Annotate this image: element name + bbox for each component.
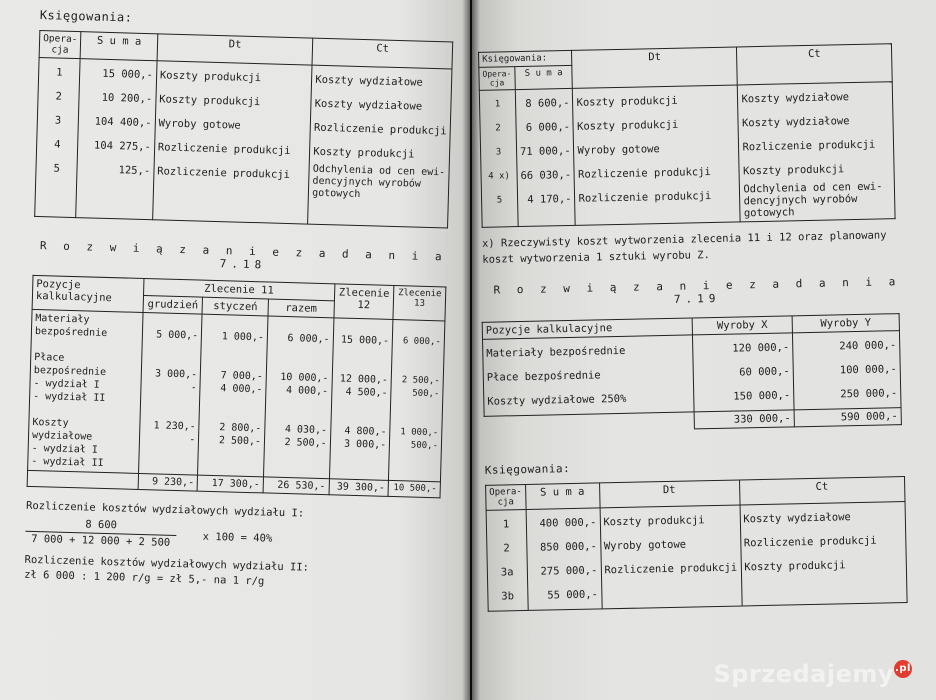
header-zlecenie-11: Zlecenie 11: [143, 279, 334, 301]
header-zlecenie-13: Zlecenie 13: [393, 285, 446, 320]
total-cell: 39 300,-: [329, 479, 389, 497]
book-gutter-shadow: [462, 0, 480, 700]
header-operacja: Opera- cja: [486, 484, 526, 510]
section-title-7-19: R o z w i ą z a n i e z a d a n i a 7.19: [493, 275, 901, 306]
watermark-suffix: .pl: [894, 660, 912, 678]
footnote: x) Rzeczywisty koszt wytworzenia zlecenia 11 i 12 oraz planowany koszt wytworzenia 1 sztuki wyrobu Z.: [481, 229, 887, 266]
header-styczen: styczeń: [202, 297, 268, 316]
op-cell: 5: [496, 195, 503, 206]
right-ksiegowania-heading-bottom: Księgowania:: [484, 462, 571, 477]
sum-cell: 71 000,-: [519, 144, 571, 159]
ct-cell: Koszty wydziałowe: [314, 97, 423, 113]
ct-cell: Rozliczenie produkcji: [742, 138, 876, 154]
formula-2-text: zł 6 000 : 1 200 r/g = zł 5,- na 1 r/g: [24, 568, 265, 588]
ct-cell: Rozliczenie produkcji: [743, 534, 877, 550]
header-zlecenie-12: Zlecenie 12: [334, 284, 394, 320]
ct-cell: [745, 576, 904, 603]
right-ksiegowania-table-top: [478, 43, 896, 228]
sum-cell: 104 400,-: [94, 115, 152, 130]
zlecenie-12-cell: 15 000,- 12 000,- 4 500,- 4 800,- 3 000,-: [329, 318, 393, 481]
watermark-text: Sprzedajemy: [713, 660, 894, 688]
dt-cell: Koszty produkcji: [576, 94, 678, 109]
header-ct: Ct: [737, 44, 892, 85]
ct-cell: Koszty wydziałowe: [741, 115, 850, 130]
formula-1-result: x 100 = 40%: [202, 530, 273, 545]
ct-cell: Koszty wydziałowe: [315, 73, 423, 89]
sum-cell: 66 030,-: [520, 168, 572, 183]
sum-cell: 15 000,-: [102, 67, 154, 82]
wyroby-y-cell: 250 000,-: [840, 387, 898, 401]
section-title-7-18: R o z w i ą z a n i e z a d a n i a 7.18: [39, 239, 447, 272]
wyroby-x-cell: 120 000,-: [732, 341, 790, 355]
formula-1-denominator: 7 000 + 12 000 + 2 500: [31, 532, 171, 549]
op-cell: 3b: [501, 590, 515, 603]
formula-2-title: Rozliczenie kosztów wydziałowych wydziału II:: [24, 553, 310, 574]
sum-cell: 10 200,-: [101, 91, 153, 106]
op-cell: 3: [54, 114, 62, 127]
total-cell: 26 530,-: [263, 477, 329, 495]
formula-1-fraction: [25, 516, 177, 551]
sum-cell: 55 000,-: [547, 588, 599, 602]
op-cell: 3a: [500, 566, 514, 579]
ct-cell: Koszty produkcji: [313, 145, 415, 161]
header-wyroby-x: Wyroby X: [692, 316, 792, 335]
op-cell: 1: [502, 518, 510, 531]
pozycje-cell: Materiały bezpośrednie Płace bezpośrednie - wydział I - wydział II Koszty wydziałowe - wydział I - wydział II: [28, 309, 143, 473]
watermark-logo: [713, 660, 912, 688]
right-ksiegowania-table-bottom: [485, 476, 908, 612]
sum-cell: 850 000,-: [539, 540, 598, 554]
total-cell: 10 500,-: [388, 480, 440, 497]
op-cell: 2: [495, 123, 501, 134]
dt-cell: Rozliczenie produkcji: [157, 165, 291, 182]
ct-cell: Odchylenia od cen ewi- dencyjnych wyrobów gotowych: [743, 180, 883, 220]
sum-cell: 125,-: [118, 164, 151, 178]
styczen-cell: 1 000,- 7 000,- 4 000,- 2 800,- 2 500,-: [198, 314, 268, 477]
dt-cell: Rozliczenie produkcji: [577, 166, 711, 181]
wyroby-y-total: 590 000,-: [794, 408, 901, 427]
sum-cell: 6 000,-: [525, 120, 571, 134]
pozycja-row: Płace bezpośrednie: [486, 369, 601, 384]
header-razem: razem: [268, 299, 334, 318]
header-suma: S u m a: [515, 65, 573, 89]
header-ct: Ct: [739, 477, 905, 505]
wyroby-x-total: 330 000,-: [694, 410, 794, 429]
dt-cell: Koszty produkcji: [576, 118, 679, 133]
op-cell: 3: [495, 147, 502, 158]
formula-1-numerator: 8 600: [25, 516, 176, 536]
header-dt: Dt: [572, 47, 738, 88]
dt-cell: Rozliczenie produkcji: [157, 141, 291, 158]
formula-1-title: Rozliczenie kosztów wydziałowych wydziału I:: [25, 499, 305, 520]
right-ksiegowania-heading-top: Księgowania:: [479, 50, 573, 67]
pozycja-row: Materiały bezpośrednie: [486, 344, 626, 360]
dt-cell: Rozliczenie produkcji: [578, 190, 712, 205]
total-cell: 17 300,-: [197, 475, 263, 493]
op-cell: 4 x): [488, 171, 511, 182]
header-operacja: Opera- cja: [39, 31, 81, 59]
op-cell: 1: [494, 99, 501, 110]
header-grudzien: grudzień: [143, 295, 203, 314]
header-suma: S u m a: [80, 32, 157, 61]
op-cell: 2: [503, 542, 510, 555]
header-suma: S u m a: [525, 483, 600, 510]
grudzien-cell: 5 000,- 3 000,- - 1 230,- -: [138, 312, 202, 475]
op-cell: 5: [53, 162, 61, 175]
ct-cell: Koszty produkcji: [742, 163, 845, 178]
ct-cell: Odchylenia od cen ewi- dencyjnych wyrobów gotowych: [312, 163, 446, 201]
ct-cell: Koszty wydziałowe: [743, 511, 851, 526]
wyroby-x-cell: 60 000,-: [739, 365, 790, 379]
op-cell: 2: [55, 90, 63, 103]
dt-cell: Wyroby gotowe: [577, 143, 660, 157]
dt-cell: Wyroby gotowe: [158, 117, 241, 132]
header-pozycje: Pozycje kalkulacyjne: [482, 318, 692, 339]
header-dt: Dt: [599, 480, 739, 508]
sum-cell: 8 600,-: [525, 96, 570, 110]
left-ksiegowania-heading: Księgowania:: [39, 8, 133, 25]
dt-cell: [605, 580, 738, 607]
wyroby-y-cell: 100 000,-: [839, 363, 897, 377]
sum-cell: 275 000,-: [540, 564, 598, 578]
sum-cell: 4 170,-: [527, 192, 572, 206]
dt-cell: Koszty produkcji: [603, 514, 705, 529]
razem-cell: 6 000,- 10 000,- 4 000,- 4 030,- 2 500,-: [264, 316, 334, 479]
wyroby-x-cell: 150 000,-: [733, 389, 791, 403]
ct-cell: Koszty wydziałowe: [741, 91, 850, 106]
dt-cell: Koszty produkcji: [159, 69, 262, 85]
header-dt: Dt: [157, 34, 313, 65]
op-cell: 1: [56, 66, 63, 79]
sum-cell: 104 275,-: [93, 139, 152, 154]
ct-cell: Rozliczenie produkcji: [313, 121, 447, 138]
zlecenie-13-cell: 6 000,- 2 500,- 500,- 1 000,- 500,-: [389, 319, 445, 481]
table-7-19: [482, 313, 902, 434]
op-cell: 4: [54, 138, 61, 151]
sum-cell: 400 000,-: [539, 516, 597, 530]
left-ksiegowania-table: [34, 30, 453, 228]
total-cell: 9 230,-: [138, 473, 198, 491]
ct-cell: Koszty produkcji: [744, 559, 846, 574]
table-7-18: [27, 275, 447, 498]
pozycja-row: Koszty wydziałowe 250%: [487, 392, 627, 408]
header-operacja: Opera- cja: [479, 67, 515, 91]
wyroby-y-cell: 240 000,-: [839, 339, 897, 353]
dt-cell: Rozliczenie produkcji: [604, 561, 738, 577]
header-pozycje: Pozycje kalkulacyjne: [32, 275, 144, 312]
dt-cell: Wyroby gotowe: [603, 538, 687, 553]
right-page: [472, 0, 936, 700]
header-wyroby-y: Wyroby Y: [792, 314, 899, 333]
dt-cell: Koszty produkcji: [159, 93, 261, 109]
header-ct: Ct: [312, 38, 452, 69]
